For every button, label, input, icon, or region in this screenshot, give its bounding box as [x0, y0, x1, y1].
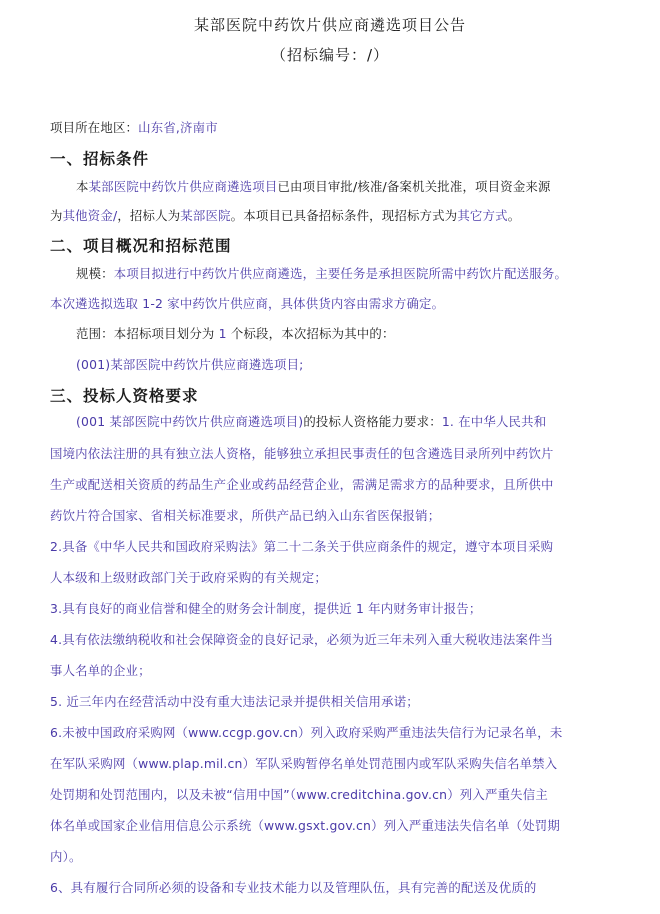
lot-name: (001 某部医院中药饮片供应商遴选项目) — [76, 414, 304, 429]
text-span: 的投标人资格能力要求： — [303, 414, 442, 429]
text-span: 本 — [76, 179, 89, 194]
paragraph-line: 药饮片符合国家、省相关标准要求，所供产品已纳入山东省医保报销； — [50, 508, 441, 523]
paragraph-line: 3.具有良好的商业信誉和健全的财务会计制度，提供近 1 年内财务审计报告； — [50, 601, 482, 616]
region-value: 山东省,济南市 — [138, 120, 218, 135]
text-span: 个标段，本次招标为其中的： — [230, 326, 395, 341]
fund-source: 其他资金/ — [62, 208, 118, 223]
text-span: 。 — [507, 208, 521, 223]
page-title: 某部医院中药饮片供应商遴选项目公告 — [193, 16, 466, 34]
paragraph-line: 国境内依法注册的具有独立法人资格，能够独立承担民事责任的包含遴选目录所列中药饮片 — [50, 446, 554, 461]
paragraph-line: 本次遴选拟选取 1-2 家中药饮片供应商，具体供货内容由需求方确定。 — [50, 296, 445, 311]
project-region — [50, 120, 620, 136]
text-span: 1. 在中华人民共和 — [441, 414, 547, 429]
section-heading-qualification: 三、投标人资格要求 — [50, 387, 199, 405]
text-span: ，招标人为 — [117, 208, 181, 223]
text-span: 范围：本招标项目划分为 — [76, 326, 215, 341]
paragraph-line: 内）。 — [50, 849, 82, 864]
paragraph-line: 生产或配送相关资质的药品生产企业或药品经营企业，需满足需求方的品种要求，且所供中 — [50, 477, 554, 492]
text-span: 已由项目审批/核准/备案机关批准，项目资金来源 — [277, 179, 551, 194]
text-span: 规模： — [76, 266, 114, 281]
paragraph-line: 体名单或国家企业信用信息公示系统（www.gsxt.gov.cn）列入严重违法失信名单（处罚期 — [50, 818, 560, 833]
paragraph-line: 事人名单的企业； — [50, 663, 151, 678]
paragraph-line: 在军队采购网（www.plap.mil.cn）军队采购暂停名单处罚范围内或军队采购失信名单禁入 — [50, 756, 558, 771]
paragraph-line — [76, 266, 620, 282]
text-span: 。本项目已具备招标条件，现招标方式为 — [230, 208, 458, 223]
paragraph-line — [76, 326, 620, 342]
paragraph-line: 2.具备《中华人民共和国政府采购法》第二十二条关于供应商条件的规定，遵守本项目采购 — [50, 539, 554, 554]
project-name: 某部医院中药饮片供应商遴选项目 — [88, 179, 278, 194]
paragraph-line — [76, 179, 620, 195]
tenderer-name: 某部医院 — [180, 208, 231, 223]
lot-item: (001)某部医院中药饮片供应商遴选项目; — [76, 357, 304, 372]
tender-method: 其它方式 — [457, 208, 508, 223]
text-span: 为 — [50, 208, 63, 223]
scale-text: 本项目拟进行中药饮片供应商遴选，主要任务是承担医院所需中药饮片配送服务。 — [113, 266, 568, 281]
paragraph-line: 人本级和上级财政部门关于政府采购的有关规定； — [50, 570, 327, 585]
paragraph-line — [50, 208, 620, 224]
section-heading-bid-conditions: 一、招标条件 — [50, 150, 150, 168]
paragraph-line: 4.具有依法缴纳税收和社会保障资金的良好记录，必须为近三年未列入重大税收违法案件当 — [50, 632, 554, 647]
paragraph-line: 5. 近三年内在经营活动中没有重大违法记录并提供相关信用承诺； — [50, 694, 419, 709]
paragraph-line — [76, 414, 620, 430]
section-heading-overview-scope: 二、项目概况和招标范围 — [50, 237, 232, 255]
paragraph-line: 6、具有履行合同所必须的设备和专业技术能力以及管理队伍，具有完善的配送及优质的 — [50, 880, 537, 895]
lot-count: 1 — [218, 326, 227, 341]
region-label: 项目所在地区： — [50, 120, 139, 135]
bid-number: （招标编号：/） — [270, 46, 390, 64]
paragraph-line: 6.未被中国政府采购网（www.ccgp.gov.cn）列入政府采购严重违法失信行为记录名单，未 — [50, 725, 563, 740]
paragraph-line: 处罚期和处罚范围内，以及未被“信用中国”（www.creditchina.gov.cn）列入严重失信主 — [50, 787, 548, 802]
